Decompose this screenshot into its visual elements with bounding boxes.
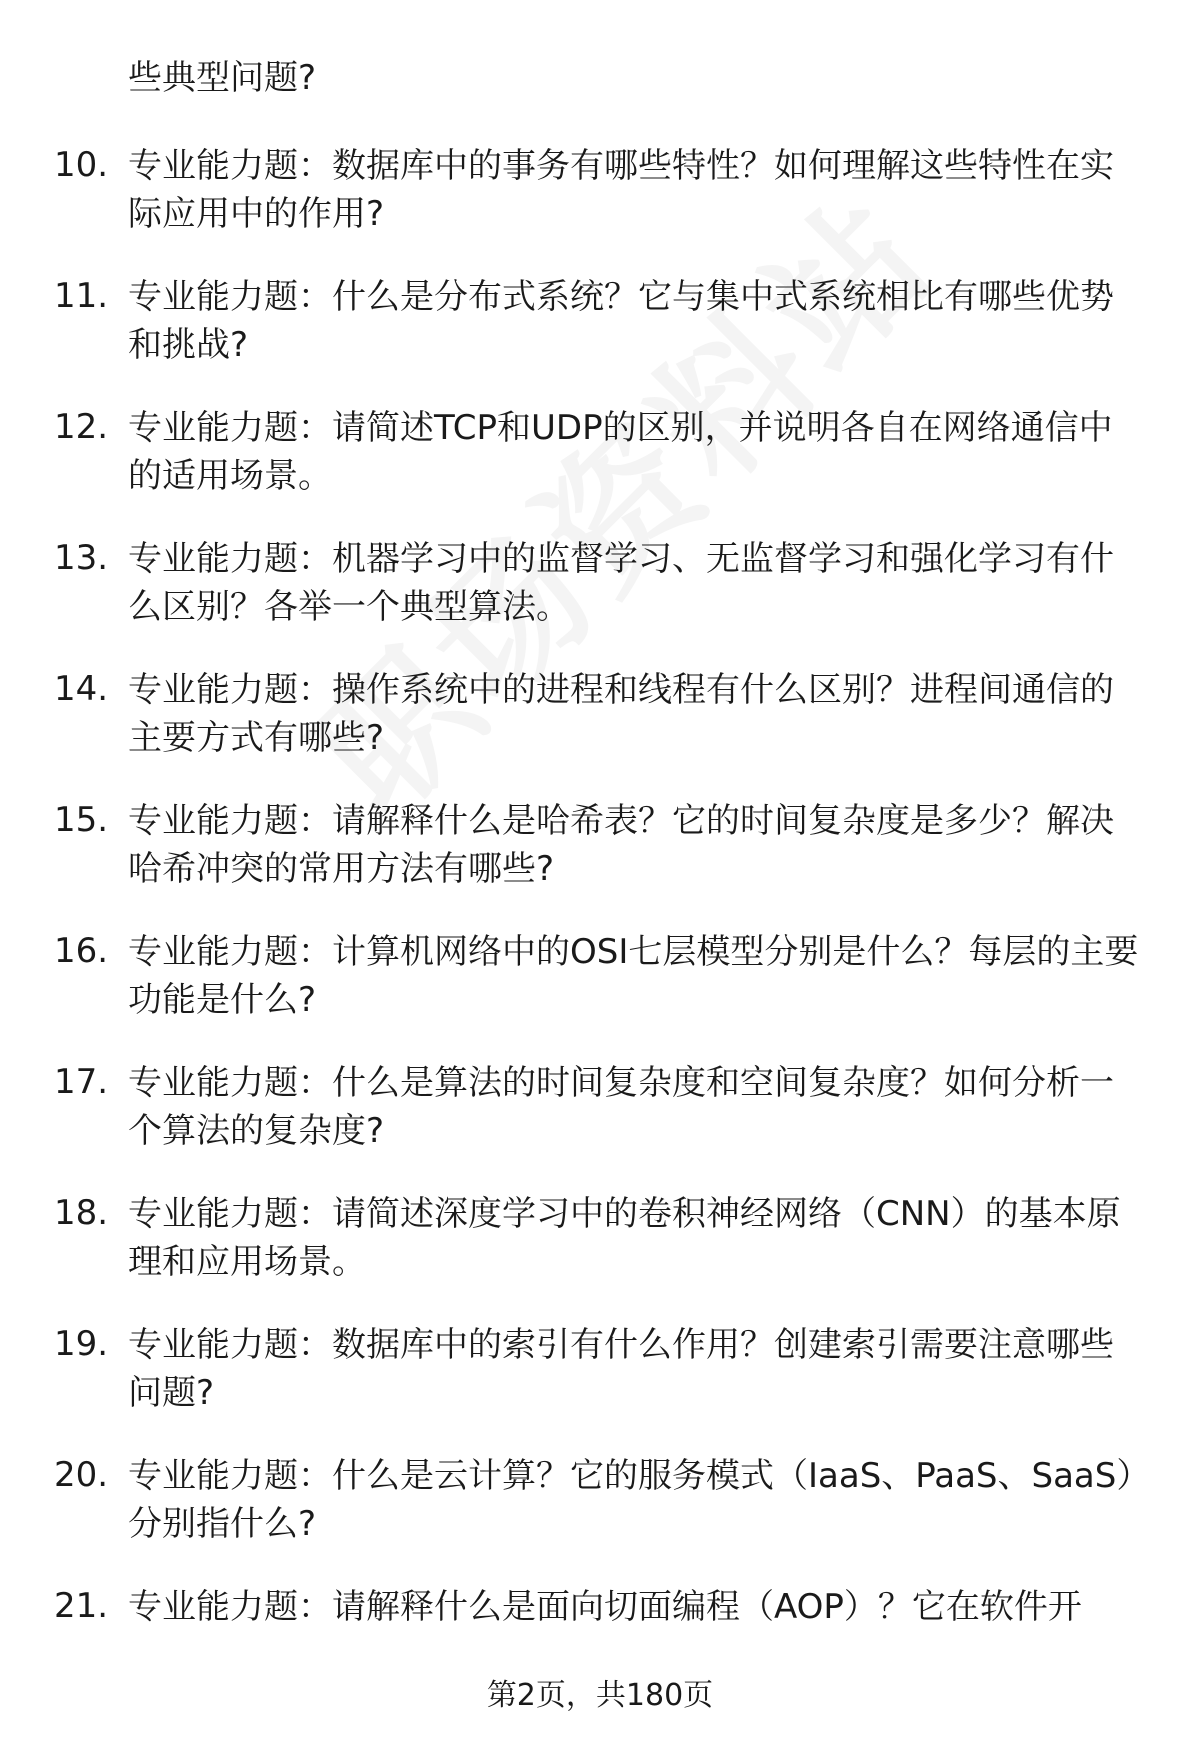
question-item (0, 404, 1200, 535)
question-number: 17. (54, 1062, 109, 1102)
question-number: 20. (54, 1455, 109, 1495)
question-item (0, 1321, 1200, 1452)
question-number: 19. (54, 1324, 109, 1364)
question-number: 14. (54, 669, 109, 709)
question-item (0, 1190, 1200, 1321)
question-text: 专业能力题：操作系统中的进程和线程有什么区别？进程间通信的主要方式有哪些? (128, 670, 1114, 758)
page-number-footer: 第2页，共180页 (486, 1678, 714, 1713)
question-number: 11. (54, 276, 109, 316)
question-item (0, 273, 1200, 404)
question-text: 专业能力题：请简述深度学习中的卷积神经网络（CNN）的基本原理和应用场景。 (128, 1194, 1121, 1282)
question-number: 16. (54, 931, 109, 971)
question-text: 专业能力题：请简述TCP和UDP的区别，并说明各自在网络通信中的适用场景。 (128, 408, 1113, 496)
question-text: 专业能力题：什么是算法的时间复杂度和空间复杂度？如何分析一个算法的复杂度? (128, 1063, 1114, 1151)
question-text: 专业能力题：请解释什么是哈希表？它的时间复杂度是多少？解决哈希冲突的常用方法有哪些? (128, 801, 1114, 889)
question-item (0, 797, 1200, 928)
question-number: 18. (54, 1193, 109, 1233)
question-text: 专业能力题：机器学习中的监督学习、无监督学习和强化学习有什么区别？各举一个典型算法。 (128, 539, 1114, 627)
question-number: 10. (54, 145, 109, 185)
continued-question-text: 些典型问题? (128, 58, 317, 98)
question-item (0, 928, 1200, 1059)
question-text: 专业能力题：数据库中的索引有什么作用？创建索引需要注意哪些问题? (128, 1325, 1114, 1413)
question-item (0, 535, 1200, 666)
question-text: 专业能力题：计算机网络中的OSI七层模型分别是什么？每层的主要功能是什么? (128, 932, 1139, 1020)
question-item (0, 666, 1200, 797)
question-number: 15. (54, 800, 109, 840)
question-item (0, 1452, 1200, 1583)
question-number: 12. (54, 407, 109, 447)
question-number: 13. (54, 538, 109, 578)
question-item (0, 142, 1200, 273)
question-number: 21. (54, 1586, 109, 1626)
question-text: 专业能力题：什么是分布式系统？它与集中式系统相比有哪些优势和挑战? (128, 277, 1114, 365)
question-text: 专业能力题：数据库中的事务有哪些特性？如何理解这些特性在实际应用中的作用? (128, 146, 1114, 234)
question-text: 专业能力题：请解释什么是面向切面编程（AOP）？它在软件开 (128, 1587, 1082, 1627)
question-list (0, 142, 1200, 1714)
question-item (0, 1059, 1200, 1190)
question-text: 专业能力题：什么是云计算？它的服务模式（IaaS、PaaS、SaaS）分别指什么? (128, 1456, 1134, 1544)
